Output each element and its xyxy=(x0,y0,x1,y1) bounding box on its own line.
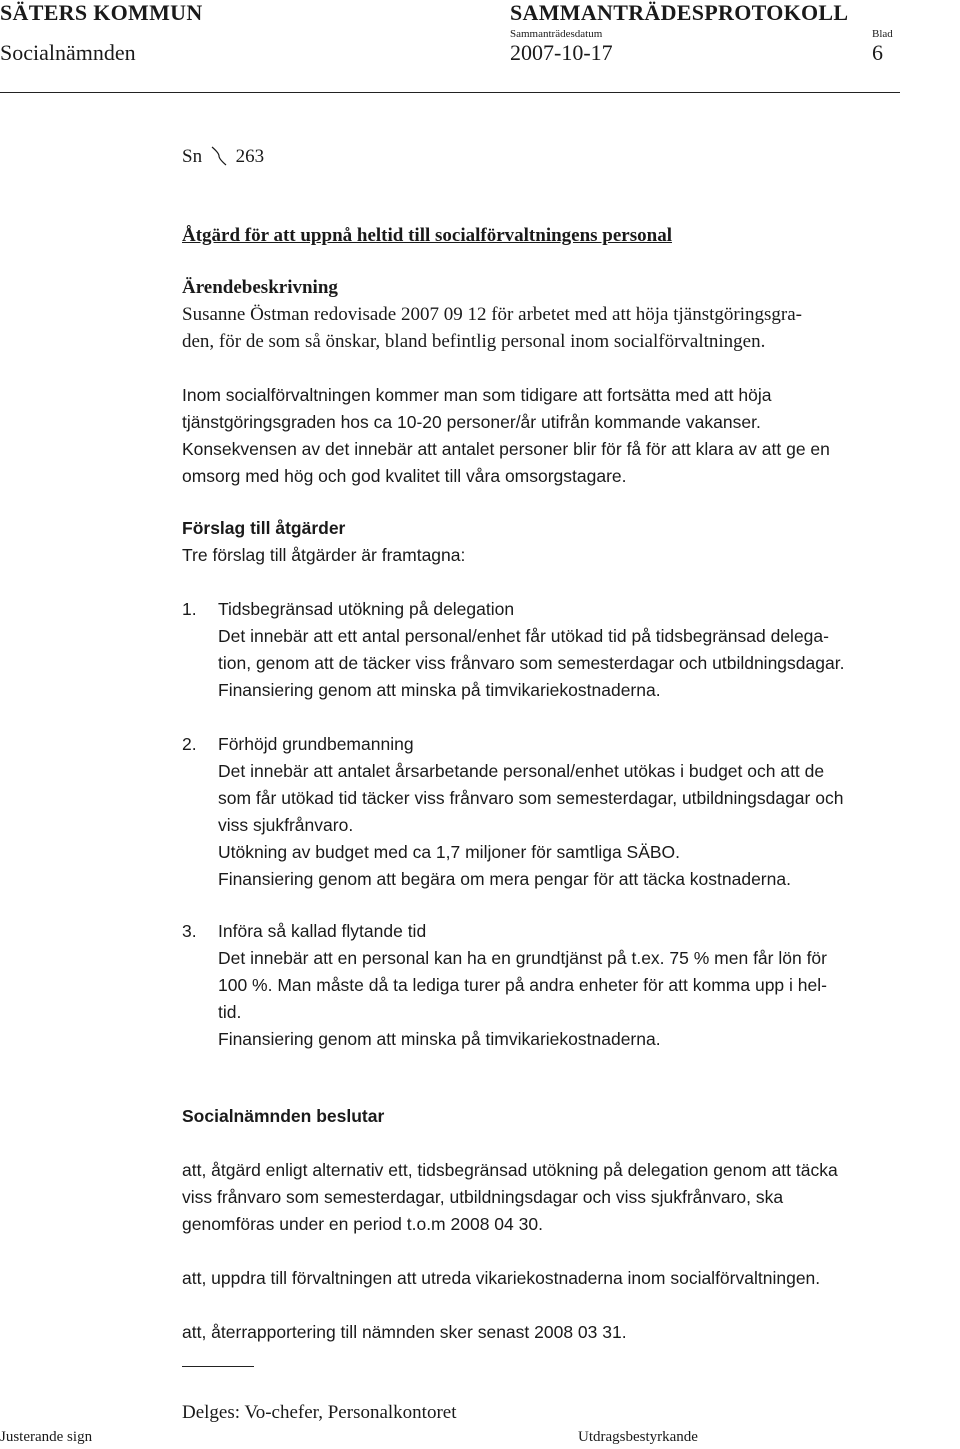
proposal-line: Det innebär att en personal kan ha en grundtjänst på t.ex. 75 % men får lön för xyxy=(218,948,827,968)
proposal-line: Finansiering genom att begära om mera pengar för att täcka kostnaderna. xyxy=(218,869,791,889)
proposal-line: tion, genom att de täcker viss frånvaro som semesterdagar och utbildningsdagar. xyxy=(218,653,845,673)
case-description-heading: Ärendebeskrivning xyxy=(182,277,338,298)
proposal-line: 100 %. Man måste då ta lediga turer på andra enheter för att komma upp i hel- xyxy=(218,975,827,995)
proposals-heading: Förslag till åtgärder xyxy=(182,518,346,538)
section-mark-icon xyxy=(209,144,229,168)
decision-line: viss frånvaro som semesterdagar, utbildningsdagar och viss sjukfrånvaro, ska xyxy=(182,1187,784,1207)
proposal-line: som får utökad tid täcker viss frånvaro som semesterdagar, utbildningsdagar och xyxy=(218,788,844,808)
footer-signature-label: Justerande sign xyxy=(0,1429,93,1445)
proposal-line: viss sjukfrånvaro. xyxy=(218,815,354,835)
municipality-name: SÄTERS KOMMUN xyxy=(0,0,203,25)
case-title: Åtgärd för att uppnå heltid till socialförvaltningens personal xyxy=(182,225,672,246)
page-caption: Blad xyxy=(872,28,893,40)
decision-line: att, åtgärd enligt alternativ ett, tidsbegränsad utökning på delegation genom att täcka xyxy=(182,1160,838,1180)
case-description-line: Konsekvensen av det innebär att antalet personer blir för få för att klara av att ge en xyxy=(182,439,830,459)
footer-extract-label: Utdragsbestyrkande xyxy=(578,1429,698,1445)
proposal-line: Tidsbegränsad utökning på delegation xyxy=(218,599,515,619)
case-description-line: den, för de som så önskar, bland befintlig personal inom socialförvaltningen. xyxy=(182,331,766,352)
proposal-number: 1. xyxy=(182,599,197,619)
proposal-line: Det innebär att ett antal personal/enhet får utökad tid på tidsbegränsad delega- xyxy=(218,626,829,646)
document-type: SAMMANTRÄDESPROTOKOLL xyxy=(510,0,849,25)
proposal-number: 2. xyxy=(182,734,197,754)
paragraph-number xyxy=(182,143,264,170)
proposal-line: tid. xyxy=(218,1002,242,1022)
committee-name: Socialnämnden xyxy=(0,40,136,65)
header-rule xyxy=(0,92,900,93)
distribution-list: Delges: Vo-chefer, Personalkontoret xyxy=(182,1402,457,1423)
paragraph-prefix: Sn xyxy=(182,146,203,167)
decision-heading: Socialnämnden beslutar xyxy=(182,1106,385,1126)
case-description-line: Inom socialförvaltningen kommer man som tidigare att fortsätta med att höja xyxy=(182,385,772,405)
decision-line: att, återrapportering till nämnden sker senast 2008 03 31. xyxy=(182,1322,627,1342)
case-description-line: tjänstgöringsgraden hos ca 10-20 personer/år utifrån kommande vakanser. xyxy=(182,412,761,432)
proposal-line: Förhöjd grundbemanning xyxy=(218,734,414,754)
date-caption: Sammanträdesdatum xyxy=(510,28,603,40)
proposal-line: Finansiering genom att minska på timvikariekostnaderna. xyxy=(218,680,661,700)
proposal-line: Finansiering genom att minska på timvikariekostnaderna. xyxy=(218,1029,661,1049)
proposal-line: Införa så kallad flytande tid xyxy=(218,921,427,941)
meeting-date: 2007-10-17 xyxy=(510,40,613,65)
separator-line xyxy=(182,1366,254,1367)
case-description-line: omsorg med hög och god kvalitet till våra omsorgstagare. xyxy=(182,466,627,486)
paragraph-value: 263 xyxy=(235,146,265,167)
proposal-line: Utökning av budget med ca 1,7 miljoner för samtliga SÄBO. xyxy=(218,842,681,862)
proposal-line: Det innebär att antalet årsarbetande personal/enhet utökas i budget och att de xyxy=(218,761,825,781)
page-number: 6 xyxy=(872,40,883,65)
decision-line: att, uppdra till förvaltningen att utreda vikariekostnaderna inom socialförvaltningen. xyxy=(182,1268,821,1288)
case-description-line: Susanne Östman redovisade 2007 09 12 för arbetet med att höja tjänstgöringsgra- xyxy=(182,304,802,325)
proposals-intro: Tre förslag till åtgärder är framtagna: xyxy=(182,545,466,565)
decision-line: genomföras under en period t.o.m 2008 04 30. xyxy=(182,1214,543,1234)
proposal-number: 3. xyxy=(182,921,197,941)
